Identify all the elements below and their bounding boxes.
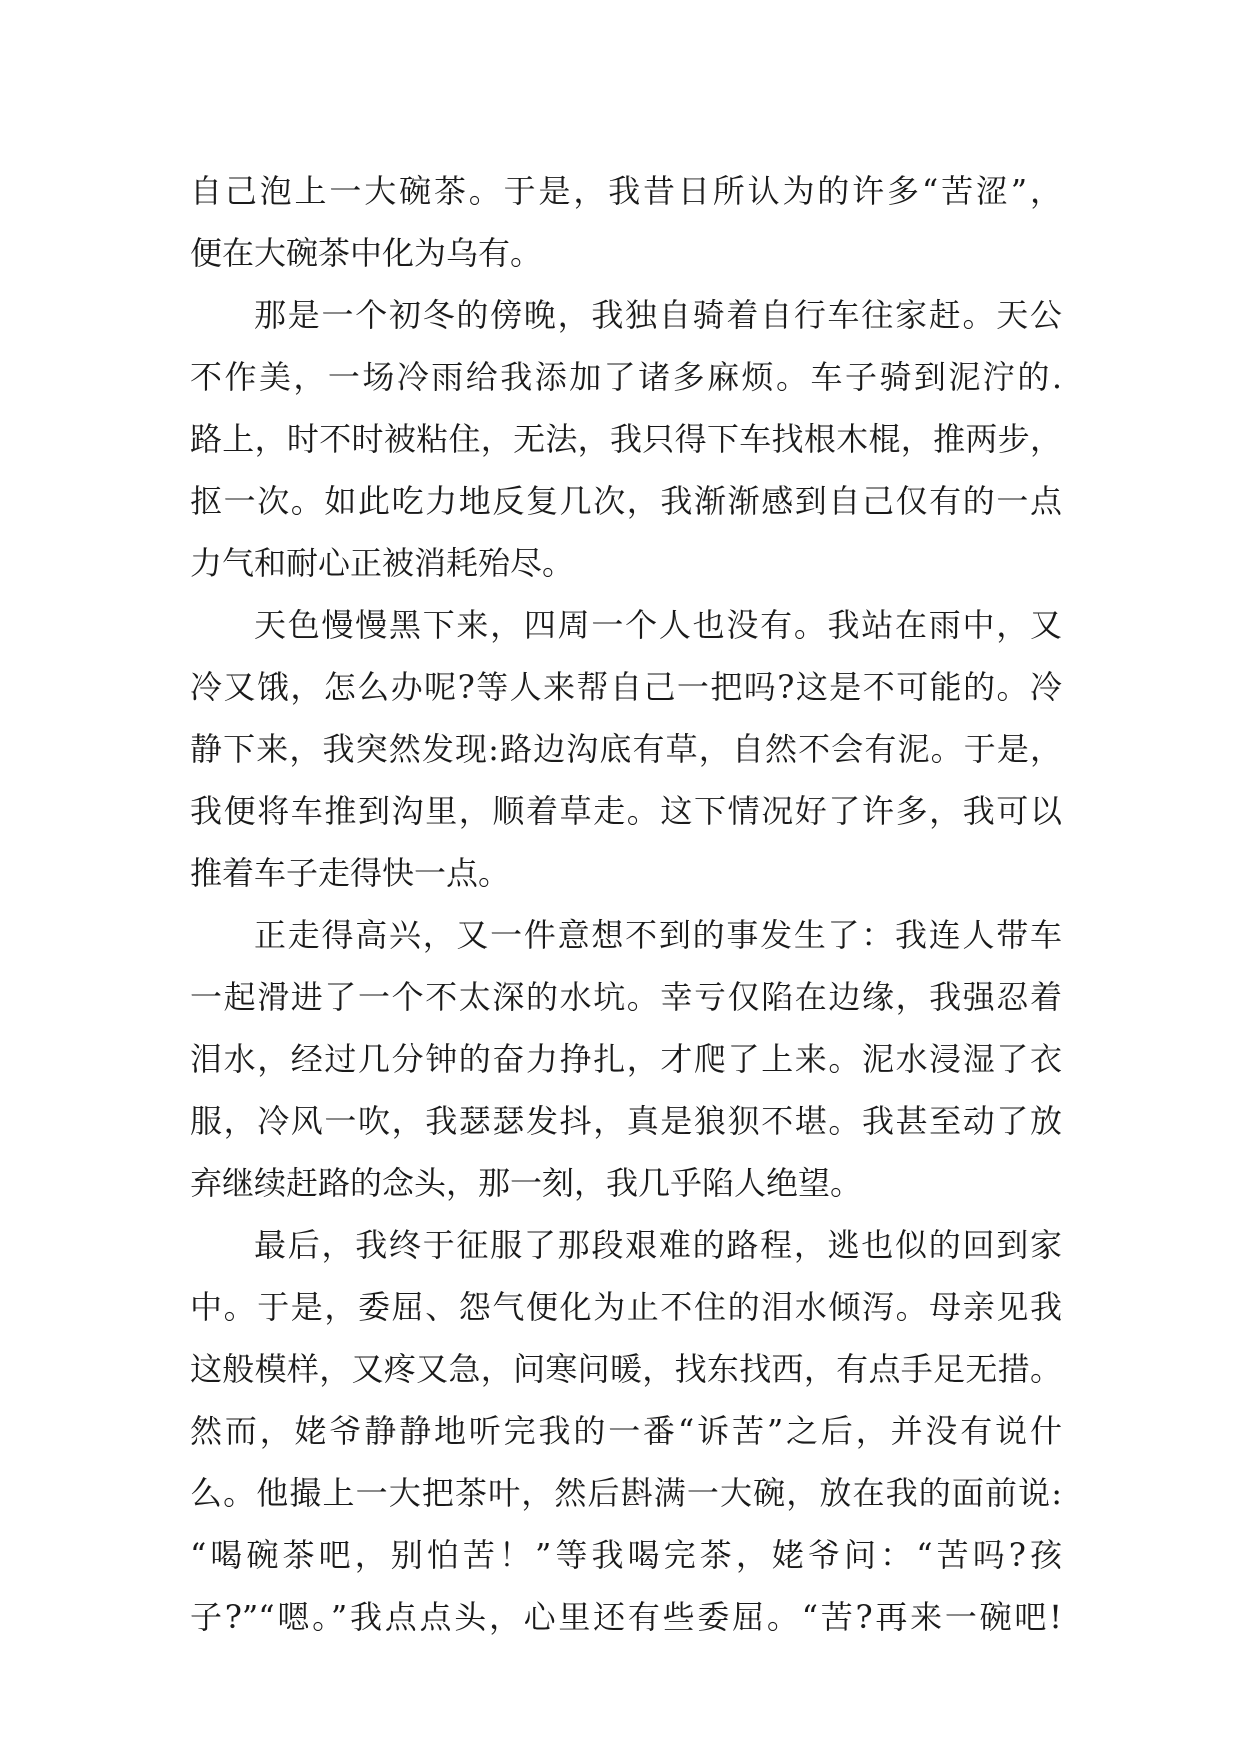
text-line: 弃继续赶路的念头，那一刻，我几乎陷人绝望。: [190, 1164, 863, 1202]
text-line: 路上，时不时被粘住，无法，我只得下车找根木棍，推两步，: [190, 420, 1062, 458]
text-line: 这般模样，又疼又急，问寒问暖，找东找西，有点手足无措。: [190, 1350, 1062, 1388]
text-line: 然而，姥爷静静地听完我的一番“诉苦”之后，并没有说什: [190, 1412, 1062, 1450]
text-line: 一起滑进了一个不太深的水坑。幸亏仅陷在边缘，我强忍着: [190, 978, 1062, 1016]
text-line: 子?”“嗯。”我点点头，心里还有些委屈。“苦?再来一碗吧!: [190, 1598, 1062, 1636]
text-line: 我便将车推到沟里，顺着草走。这下情况好了许多，我可以: [190, 792, 1062, 830]
text-line: 那是一个初冬的傍晚，我独自骑着自行车往家赶。天公: [254, 296, 1062, 334]
text-line: “喝碗茶吧，别怕苦！”等我喝完茶，姥爷问：“苦吗?孩: [190, 1536, 1062, 1574]
text-line: 不作美，一场冷雨给我添加了诸多麻烦。车子骑到泥泞的.: [190, 358, 1062, 396]
text-line: 正走得高兴，又一件意想不到的事发生了：我连人带车: [254, 916, 1062, 954]
text-line: 么。他撮上一大把茶叶，然后斟满一大碗，放在我的面前说:: [190, 1474, 1062, 1512]
text-line: 静下来，我突然发现:路边沟底有草，自然不会有泥。于是，: [190, 730, 1062, 768]
text-line: 冷又饿，怎么办呢?等人来帮自己一把吗?这是不可能的。冷: [190, 668, 1062, 706]
text-line: 服，冷风一吹，我瑟瑟发抖，真是狼狈不堪。我甚至动了放: [190, 1102, 1062, 1140]
text-line: 抠一次。如此吃力地反复几次，我渐渐感到自己仅有的一点: [190, 482, 1062, 520]
text-line: 力气和耐心正被消耗殆尽。: [190, 544, 575, 582]
text-line: 推着车子走得快一点。: [190, 854, 511, 892]
text-line: 便在大碗茶中化为乌有。: [190, 234, 543, 272]
text-line: 最后，我终于征服了那段艰难的路程，逃也似的回到家: [254, 1226, 1062, 1264]
body-text: [190, 160, 1062, 1648]
text-line: 自己泡上一大碗茶。于是，我昔日所认为的许多“苦涩”，: [190, 172, 1062, 210]
text-line: 中。于是，委屈、怨气便化为止不住的泪水倾泻。母亲见我: [190, 1288, 1062, 1326]
text-line: 泪水，经过几分钟的奋力挣扎，才爬了上来。泥水浸湿了衣: [190, 1040, 1062, 1078]
text-line: 天色慢慢黑下来，四周一个人也没有。我站在雨中，又: [254, 606, 1062, 644]
